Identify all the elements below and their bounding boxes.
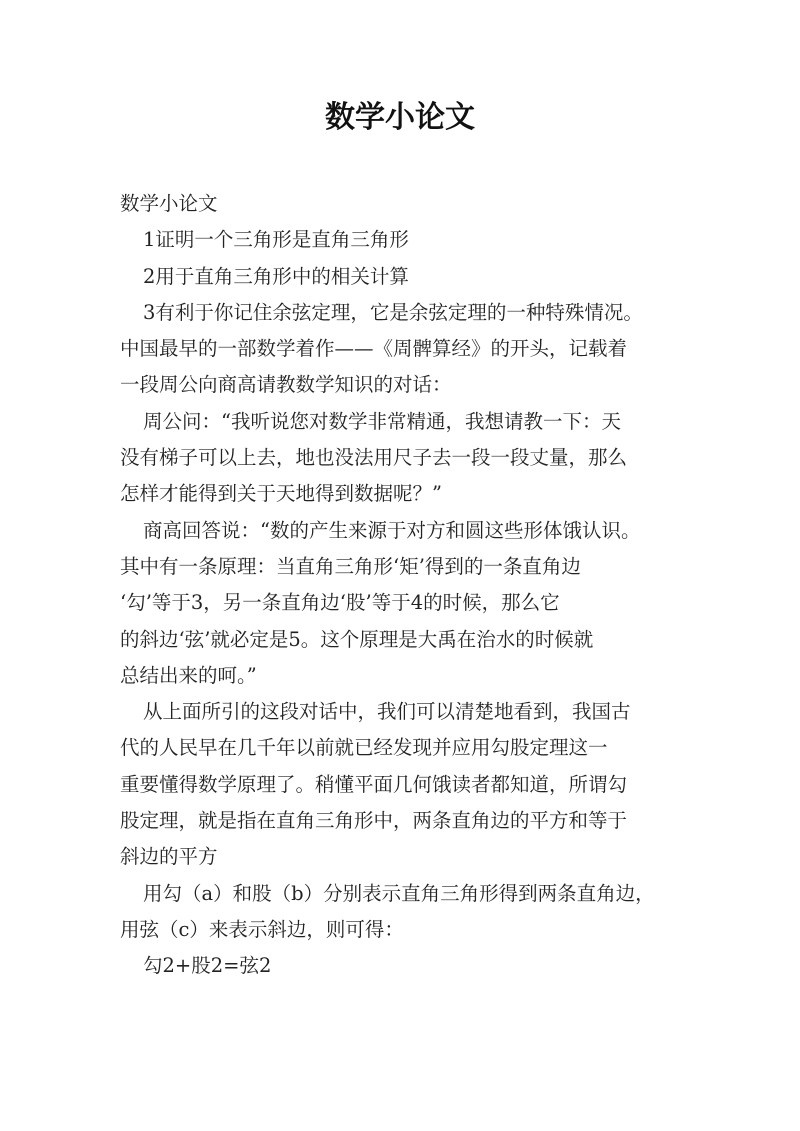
- paragraph: [120, 186, 690, 222]
- text-line: 从上面所引的这段对话中，我们可以清楚地看到，我国古: [143, 700, 631, 724]
- text-line: 2用于直角三角形中的相关计算: [143, 264, 409, 288]
- paragraph: [120, 513, 690, 694]
- text-line: 用弦（c）来表示斜边，则可得：: [120, 917, 404, 941]
- text-line: 商高回答说：“数的产生来源于对方和圆这些形体饿认识。: [143, 518, 641, 542]
- text-line: 1证明一个三角形是直角三角形: [143, 228, 409, 252]
- text-line: 的斜边‘弦’就必定是5。这个原理是大禹在治水的时候就: [120, 627, 594, 651]
- text-line: 数学小论文: [120, 192, 218, 215]
- paragraph: [120, 222, 690, 258]
- text-line: 中国最早的一部数学着作——《周髀算经》的开头，记载着: [120, 337, 628, 361]
- text-line: ‘勾’等于3，另一条直角边‘股’等于4的时候，那么它: [120, 591, 560, 615]
- text-line: 怎样才能得到关于天地得到数据呢？”: [120, 482, 442, 506]
- text-line: 总结出来的呵。”: [120, 663, 257, 687]
- text-line: 代的人民早在几千年以前就已经发现并应用勾股定理这一: [120, 736, 608, 760]
- paragraph: [120, 404, 690, 513]
- formula-line: 勾2+股2=弦2: [143, 954, 272, 978]
- text-line: 股定理，就是指在直角三角形中，两条直角边的平方和等于: [120, 809, 628, 833]
- document-title: 数学小论文: [325, 100, 475, 135]
- document-body: [120, 186, 690, 985]
- text-line: 3有利于你记住余弦定理，它是余弦定理的一种特殊情况。: [143, 300, 643, 324]
- paragraph: [120, 694, 690, 875]
- text-line: 用勾（a）和股（b）分别表示直角三角形得到两条直角边，: [143, 881, 655, 905]
- text-line: 斜边的平方: [120, 845, 218, 869]
- paragraph: [120, 295, 690, 404]
- paragraph: [120, 876, 690, 949]
- text-line: 一段周公向商高请教数学知识的对话：: [120, 373, 452, 397]
- paragraph: [120, 948, 690, 984]
- paragraph: [120, 259, 690, 295]
- text-line: 重要懂得数学原理了。稍懂平面几何饿读者都知道，所谓勾: [120, 772, 628, 796]
- text-line: 周公问：“我听说您对数学非常精通，我想请教一下：天: [143, 409, 621, 433]
- text-line: 没有梯子可以上去，地也没法用尺子去一段一段丈量，那么: [120, 446, 628, 470]
- text-line: 其中有一条原理：当直角三角形‘矩’得到的一条直角边: [120, 554, 581, 578]
